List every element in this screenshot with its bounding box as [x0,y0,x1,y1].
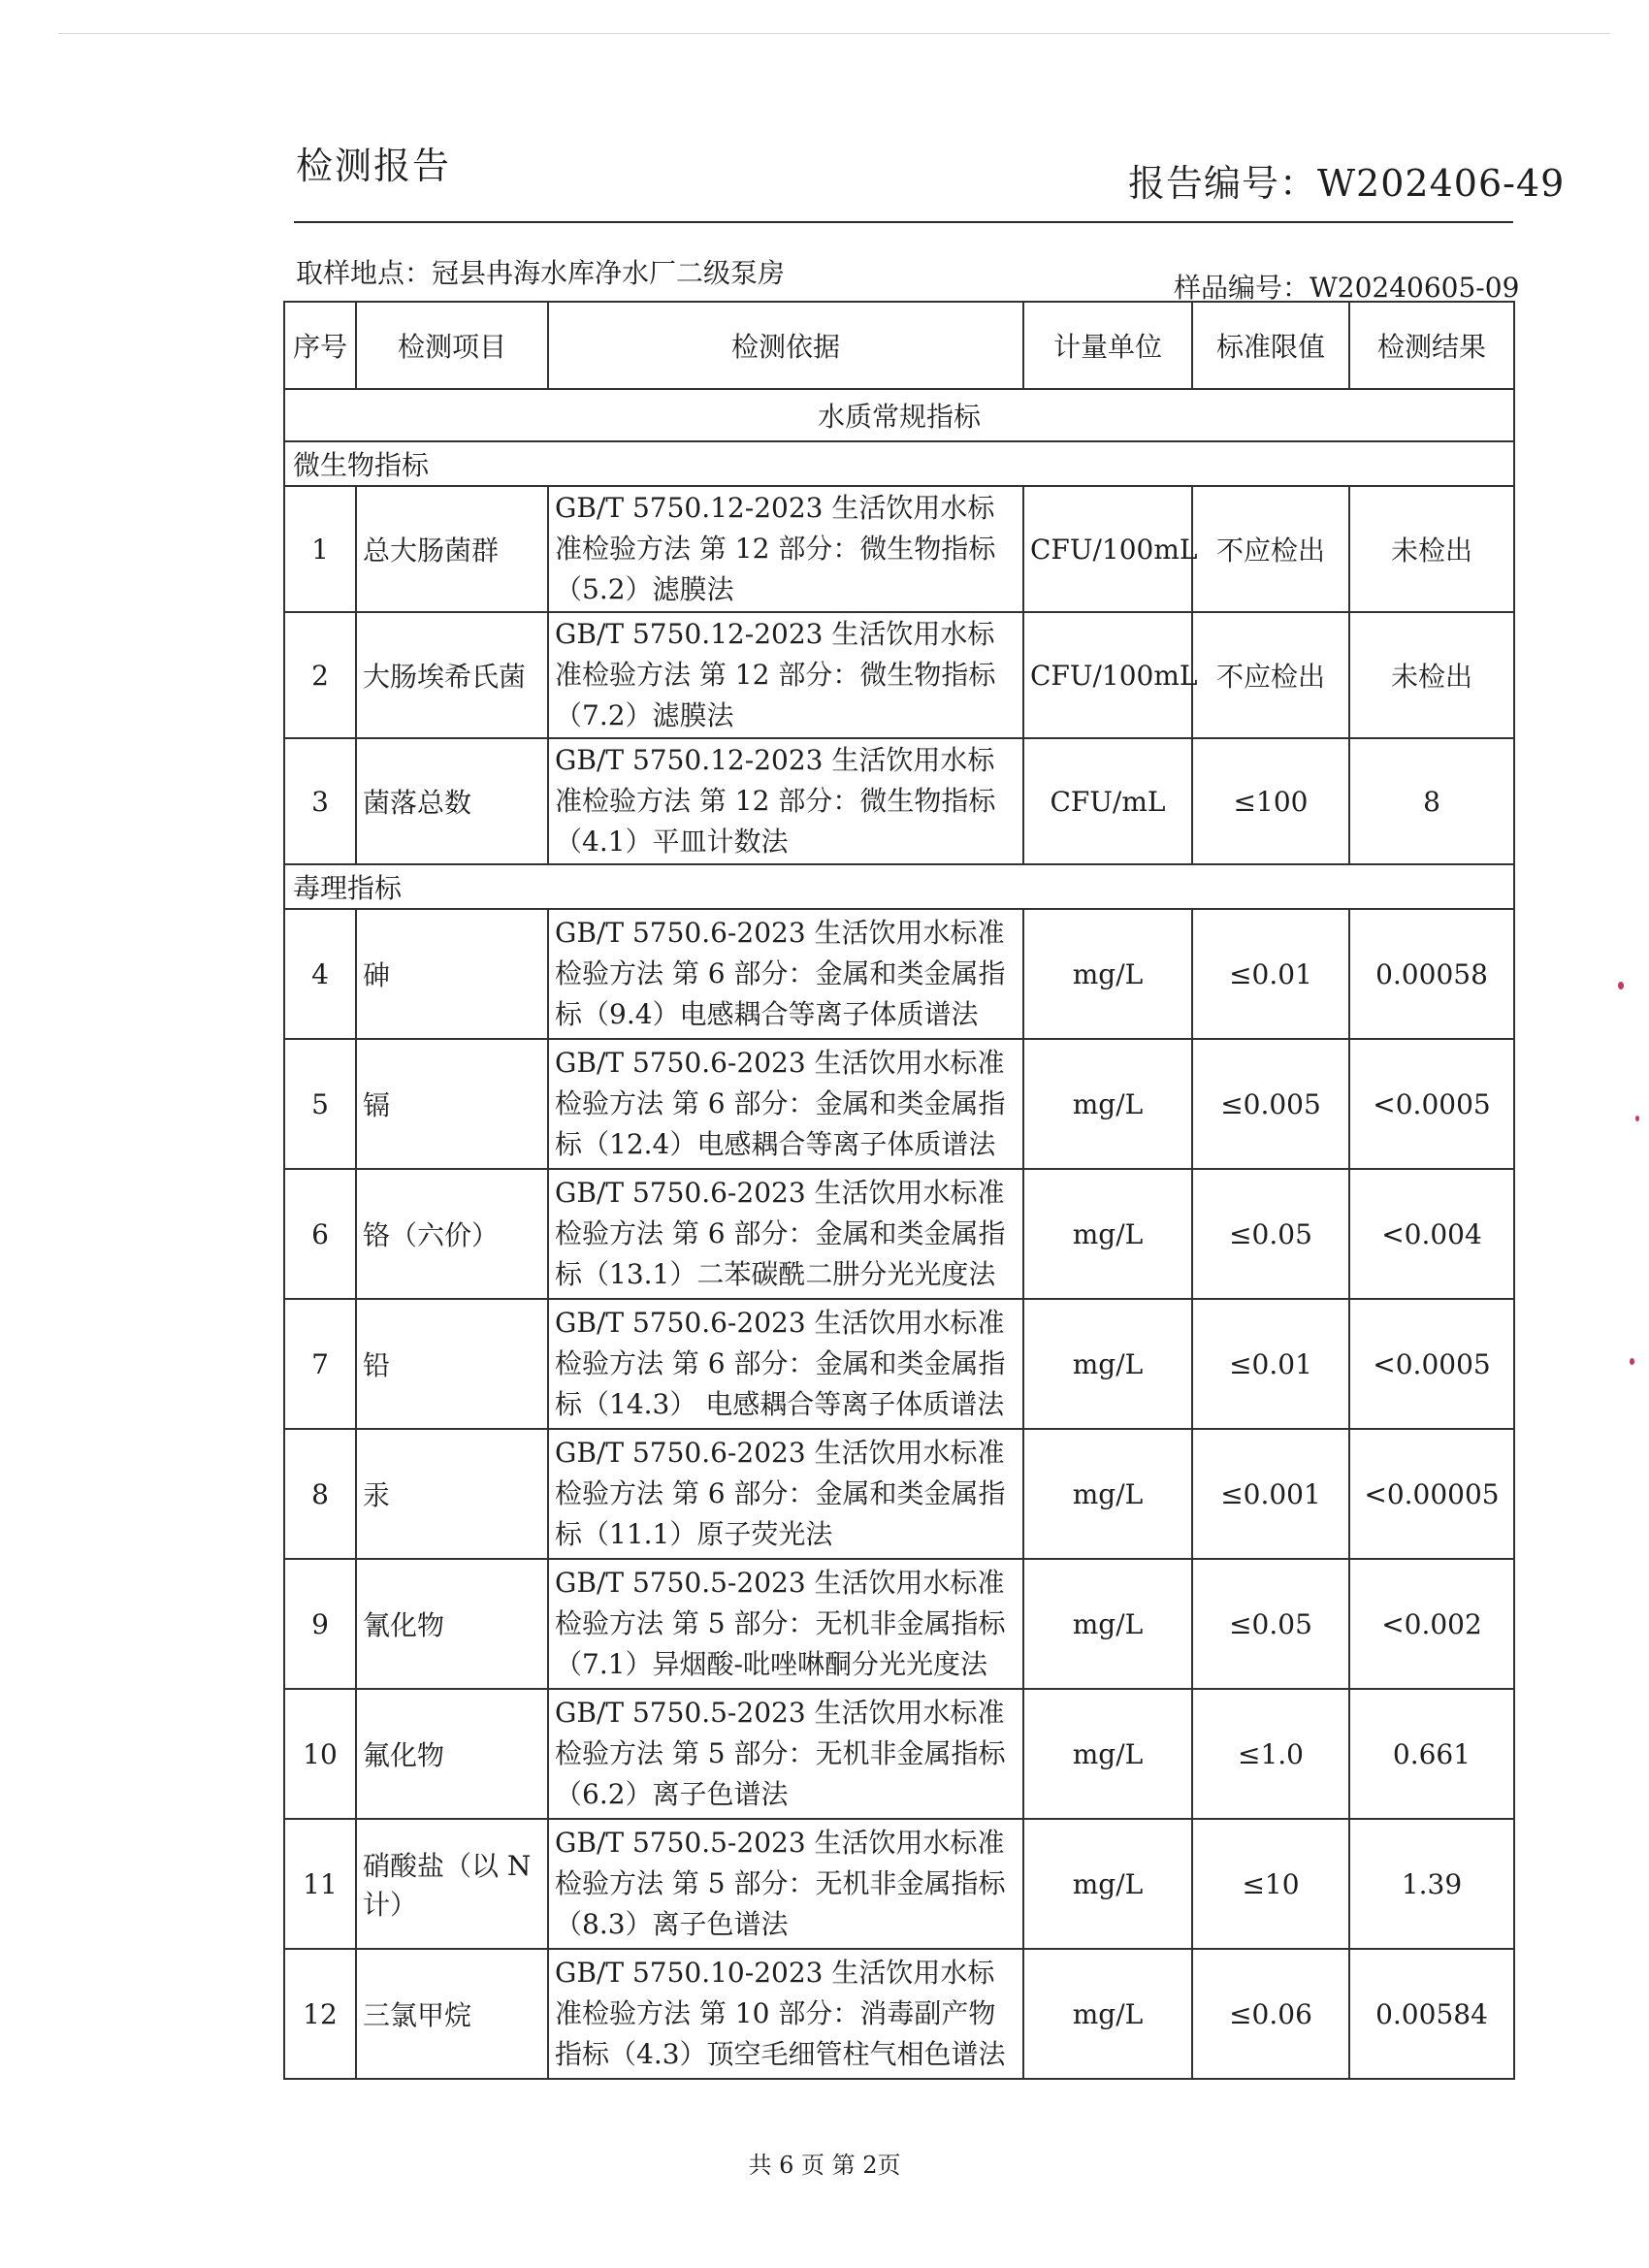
row-basis: GB/T 5750.6-2023 生活饮用水标准检验方法 第 6 部分：金属和类金属指标（13.1）二苯碳酰二肼分光光度法 [548,1169,1023,1299]
row-basis: GB/T 5750.6-2023 生活饮用水标准检验方法 第 6 部分：金属和类金属指标（14.3） 电感耦合等离子体质谱法 [548,1299,1023,1429]
row-item: 硝酸盐（以 N 计） [356,1819,548,1949]
row-basis: GB/T 5750.6-2023 生活饮用水标准检验方法 第 6 部分：金属和类金属指标（9.4）电感耦合等离子体质谱法 [548,909,1023,1039]
row-result: 0.661 [1349,1689,1514,1819]
row-unit: mg/L [1023,1559,1192,1689]
row-result: 未检出 [1349,612,1514,738]
col-header-no: 序号 [284,302,356,389]
table-row [284,1429,1514,1559]
table-row [284,1169,1514,1299]
row-item: 氟化物 [356,1689,548,1819]
row-item: 镉 [356,1039,548,1169]
row-limit: ≤0.05 [1192,1559,1349,1689]
row-no: 3 [284,738,356,864]
scan-speck [1635,1116,1639,1121]
row-limit: ≤0.001 [1192,1429,1349,1559]
sample-number: 样品编号：W20240605-09 [1174,272,1520,304]
group-label: 水质常规指标 [284,389,1514,441]
row-unit: mg/L [1023,1169,1192,1299]
row-limit: ≤100 [1192,738,1349,864]
row-limit: ≤0.005 [1192,1039,1349,1169]
row-result: 1.39 [1349,1819,1514,1949]
row-item: 砷 [356,909,548,1039]
scan-speck [1630,1358,1634,1365]
row-limit: ≤0.01 [1192,909,1349,1039]
table-row [284,612,1514,738]
row-basis: GB/T 5750.10-2023 生活饮用水标准检验方法 第 10 部分：消毒副产物指标（4.3）顶空毛细管柱气相色谱法 [548,1949,1023,2079]
row-unit: mg/L [1023,1949,1192,2079]
row-item: 氰化物 [356,1559,548,1689]
row-limit: 不应检出 [1192,612,1349,738]
row-item: 铅 [356,1299,548,1429]
row-no: 9 [284,1559,356,1689]
section-row [284,441,1514,486]
section-label: 微生物指标 [284,441,1514,486]
row-basis: GB/T 5750.5-2023 生活饮用水标准检验方法 第 5 部分：无机非金属指标（6.2）离子色谱法 [548,1689,1023,1819]
row-basis: GB/T 5750.5-2023 生活饮用水标准检验方法 第 5 部分：无机非金属指标（7.1）异烟酸-吡唑啉酮分光光度法 [548,1559,1023,1689]
row-result: <0.0005 [1349,1299,1514,1429]
header-row [284,302,1514,389]
table-row [284,1039,1514,1169]
row-no: 8 [284,1429,356,1559]
col-header-basis: 检测依据 [548,302,1023,389]
table-row [284,909,1514,1039]
group-row [284,389,1514,441]
row-unit: mg/L [1023,1689,1192,1819]
row-result: 0.00058 [1349,909,1514,1039]
row-limit: ≤0.06 [1192,1949,1349,2079]
section-label: 毒理指标 [284,864,1514,909]
row-limit: 不应检出 [1192,486,1349,612]
table-row [284,1949,1514,2079]
row-no: 7 [284,1299,356,1429]
table-row [284,1559,1514,1689]
row-limit: ≤10 [1192,1819,1349,1949]
row-result: <0.004 [1349,1169,1514,1299]
row-item: 大肠埃希氏菌 [356,612,548,738]
row-unit: mg/L [1023,1039,1192,1169]
row-result: <0.00005 [1349,1429,1514,1559]
col-header-unit: 计量单位 [1023,302,1192,389]
row-no: 2 [284,612,356,738]
col-header-item: 检测项目 [356,302,548,389]
report-title: 检测报告 [296,145,452,187]
row-basis: GB/T 5750.6-2023 生活饮用水标准检验方法 第 6 部分：金属和类金属指标（12.4）电感耦合等离子体质谱法 [548,1039,1023,1169]
scan-top-edge [58,33,1610,34]
row-unit: CFU/100mL [1023,486,1192,612]
row-basis: GB/T 5750.12-2023 生活饮用水标准检验方法 第 12 部分：微生物指标（4.1）平皿计数法 [548,738,1023,864]
row-result: <0.002 [1349,1559,1514,1689]
row-unit: mg/L [1023,909,1192,1039]
row-unit: CFU/100mL [1023,612,1192,738]
row-basis: GB/T 5750.6-2023 生活饮用水标准检验方法 第 6 部分：金属和类金属指标（11.1）原子荧光法 [548,1429,1023,1559]
row-item: 汞 [356,1429,548,1559]
results-table [283,301,1515,2080]
report-number: 报告编号：W202406-49 [1128,162,1566,205]
table-row [284,1819,1514,1949]
row-limit: ≤0.01 [1192,1299,1349,1429]
row-no: 6 [284,1169,356,1299]
col-header-limit: 标准限值 [1192,302,1349,389]
row-result: <0.0005 [1349,1039,1514,1169]
table-row [284,1689,1514,1819]
row-unit: CFU/mL [1023,738,1192,864]
row-result: 0.00584 [1349,1949,1514,2079]
table-row [284,486,1514,612]
row-no: 10 [284,1689,356,1819]
row-no: 4 [284,909,356,1039]
row-unit: mg/L [1023,1819,1192,1949]
row-basis: GB/T 5750.12-2023 生活饮用水标准检验方法 第 12 部分：微生物指标（5.2）滤膜法 [548,486,1023,612]
row-limit: ≤1.0 [1192,1689,1349,1819]
row-basis: GB/T 5750.12-2023 生活饮用水标准检验方法 第 12 部分：微生物指标（7.2）滤膜法 [548,612,1023,738]
header-divider [294,221,1513,223]
row-result: 8 [1349,738,1514,864]
page-number: 共 6 页 第 2页 [748,2152,901,2179]
row-unit: mg/L [1023,1429,1192,1559]
scan-speck [1618,982,1624,989]
row-no: 11 [284,1819,356,1949]
row-unit: mg/L [1023,1299,1192,1429]
row-no: 12 [284,1949,356,2079]
row-item: 总大肠菌群 [356,486,548,612]
row-result: 未检出 [1349,486,1514,612]
row-limit: ≤0.05 [1192,1169,1349,1299]
row-no: 1 [284,486,356,612]
section-row [284,864,1514,909]
row-no: 5 [284,1039,356,1169]
table-row [284,738,1514,864]
row-item: 铬（六价） [356,1169,548,1299]
row-item: 三氯甲烷 [356,1949,548,2079]
table-row [284,1299,1514,1429]
row-basis: GB/T 5750.5-2023 生活饮用水标准检验方法 第 5 部分：无机非金属指标（8.3）离子色谱法 [548,1819,1023,1949]
col-header-result: 检测结果 [1349,302,1514,389]
sampling-site: 取样地点：冠县冉海水库净水厂二级泵房 [296,257,786,289]
row-item: 菌落总数 [356,738,548,864]
